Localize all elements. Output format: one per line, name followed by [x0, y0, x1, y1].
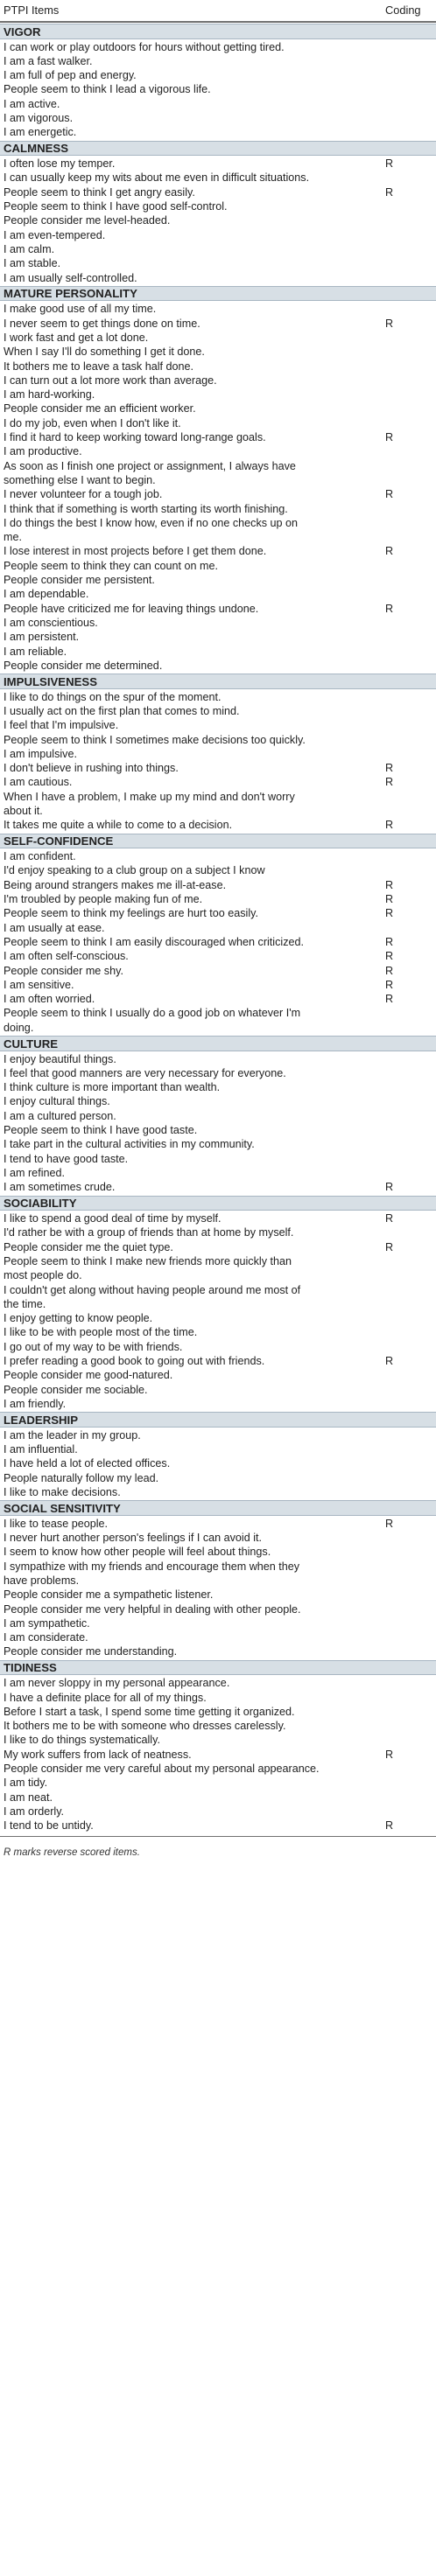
item-text: I'm troubled by people making fun of me. [4, 893, 203, 905]
item-text: I like to do things on the spur of the moment. [4, 690, 222, 703]
item-text: I feel that good manners are very necessary for everyone. [4, 1066, 286, 1079]
item-text: I like to be with people most of the time. [4, 1326, 198, 1339]
table-row [0, 1428, 436, 1442]
item-text: I am sympathetic. [4, 1616, 90, 1630]
item-coding: R [385, 488, 394, 501]
item-text: I am usually self-controlled. [4, 271, 137, 284]
table-row [0, 430, 436, 444]
table-row [0, 1052, 436, 1066]
table-row [0, 645, 436, 659]
item-text: My work suffers from lack of neatness. [4, 1748, 192, 1761]
section-title: CULTURE [4, 1037, 59, 1051]
section-title: IMPULSIVENESS [4, 674, 97, 688]
table-row [0, 228, 436, 242]
table-row [0, 573, 436, 587]
item-text: I am energetic. [4, 126, 77, 139]
table-row [0, 1676, 436, 1690]
item-text: I am usually at ease. [4, 921, 105, 934]
table-row [0, 416, 436, 430]
item-coding: R [385, 907, 394, 920]
item-text: People consider me determined. [4, 659, 163, 672]
item-text: I am confident. [4, 850, 76, 863]
table-row [0, 256, 436, 270]
item-text: I tend to have good taste. [4, 1152, 129, 1165]
item-text: I'd enjoy speaking to a club group on a subject I know [4, 864, 265, 877]
table-row [0, 1791, 436, 1805]
item-text: I am refined. [4, 1166, 65, 1179]
table-row [0, 1354, 436, 1368]
item-text: People seem to think they can count on me. [4, 559, 219, 572]
table-row [0, 1705, 436, 1719]
table-row [0, 1325, 436, 1339]
table-row [0, 502, 436, 516]
item-coding: R [385, 1748, 394, 1761]
item-text: I am the leader in my group. [4, 1428, 141, 1442]
table-row [0, 1180, 436, 1194]
item-text: I sympathize with my friends and encourage them when they [4, 1560, 300, 1573]
table-row [0, 1630, 436, 1644]
table-row [0, 1254, 436, 1283]
item-text: I am vigorous. [4, 112, 74, 124]
item-text: I am calm. [4, 242, 55, 255]
item-text: People consider me very helpful in dealing with other people. [4, 1602, 301, 1616]
item-text: It bothers me to leave a task half done. [4, 360, 194, 373]
table-row [0, 157, 436, 171]
table-row [0, 878, 436, 892]
item-text: I never seem to get things done on time. [4, 317, 200, 330]
section-header [0, 834, 436, 849]
table-row [0, 271, 436, 285]
item-text: I lose interest in most projects before I get them done. [4, 545, 267, 558]
item-coding: R [385, 950, 394, 963]
item-coding: R [385, 185, 394, 199]
table-row [0, 1094, 436, 1108]
table-row [0, 1066, 436, 1080]
item-text: I tend to be untidy. [4, 1819, 94, 1833]
item-text: People consider me persistent. [4, 574, 155, 586]
table-row [0, 775, 436, 789]
section-title: SOCIABILITY [4, 1197, 77, 1210]
item-text: I am dependable. [4, 588, 89, 601]
table-row [0, 331, 436, 345]
item-text: I never hurt another person's feelings if I can avoid it. [4, 1532, 263, 1544]
table-row [0, 1644, 436, 1658]
table-row [0, 242, 436, 256]
item-text: I seem to know how other people will feel about things. [4, 1546, 271, 1559]
section-header [0, 1660, 436, 1676]
table-row [0, 1616, 436, 1630]
section-header [0, 1196, 436, 1211]
item-text: As soon as I finish one project or assignment, I always have [4, 459, 296, 472]
item-text: the time. [4, 1297, 46, 1310]
table-row [0, 1240, 436, 1254]
item-text: I am often worried. [4, 993, 95, 1006]
table-row [0, 1211, 436, 1225]
table-row [0, 1733, 436, 1747]
table-row [0, 1748, 436, 1762]
section-header [0, 674, 436, 689]
item-text: I do my job, even when I don't like it. [4, 416, 181, 429]
item-text: I feel that I'm impulsive. [4, 719, 119, 732]
table-row [0, 544, 436, 558]
item-coding: R [385, 893, 394, 905]
item-coding: R [385, 993, 394, 1006]
item-text: Before I start a task, I spend some time getting it organized. [4, 1705, 295, 1718]
table-row [0, 444, 436, 458]
item-text: People consider me sociable. [4, 1383, 148, 1396]
table-row [0, 849, 436, 863]
section-header [0, 1412, 436, 1428]
table-header [0, 0, 436, 21]
section-title: TIDINESS [4, 1661, 57, 1675]
table-row [0, 747, 436, 761]
item-text: I am active. [4, 97, 60, 110]
item-coding: R [385, 819, 394, 832]
item-text: I enjoy cultural things. [4, 1095, 110, 1108]
table-row [0, 1456, 436, 1470]
table-row [0, 387, 436, 401]
table-row [0, 199, 436, 213]
table-row [0, 487, 436, 501]
item-text: doing. [4, 1021, 34, 1034]
item-text: People seem to think I have good self-control. [4, 200, 228, 213]
item-text: People consider me level-headed. [4, 214, 171, 227]
item-coding: R [385, 978, 394, 991]
table-row [0, 1225, 436, 1239]
item-text: People naturally follow my lead. [4, 1471, 159, 1484]
item-text: People consider me a sympathetic listener. [4, 1588, 214, 1602]
item-coding: R [385, 1355, 394, 1367]
item-coding: R [385, 935, 394, 948]
item-text: I don't believe in rushing into things. [4, 762, 179, 775]
item-text: People seem to think I get angry easily. [4, 185, 195, 199]
section-header [0, 1036, 436, 1051]
table-row [0, 111, 436, 125]
table-row [0, 1442, 436, 1456]
item-text: I am stable. [4, 257, 61, 270]
table-footnote: R marks reverse scored items. [4, 1846, 140, 1858]
item-text: I am productive. [4, 445, 82, 458]
item-text: People have criticized me for leaving things undone. [4, 602, 259, 615]
item-coding: R [385, 317, 394, 330]
table-bottom-rule [0, 1836, 436, 1837]
table-row [0, 97, 436, 111]
table-row [0, 171, 436, 185]
table-row [0, 559, 436, 573]
item-text: I work fast and get a lot done. [4, 331, 149, 344]
table-row [0, 1109, 436, 1123]
item-text: People consider me understanding. [4, 1645, 178, 1658]
item-text: I go out of my way to be with friends. [4, 1340, 183, 1353]
item-text: I never volunteer for a tough job. [4, 488, 163, 501]
table-row [0, 1691, 436, 1705]
item-text: I am tidy. [4, 1777, 48, 1790]
table-row [0, 704, 436, 718]
table-row [0, 1776, 436, 1790]
table-row [0, 761, 436, 775]
item-text: When I have a problem, I make up my mind and don't worry [4, 790, 295, 803]
item-text: I prefer reading a good book to going out with friends. [4, 1355, 265, 1367]
table-row [0, 1485, 436, 1499]
item-text: I am orderly. [4, 1805, 65, 1818]
section-title: SOCIAL SENSITIVITY [4, 1501, 121, 1515]
table-row [0, 892, 436, 906]
header-divider [0, 21, 436, 23]
item-coding: R [385, 1517, 394, 1530]
item-text: I usually act on the first plan that comes to mind. [4, 704, 240, 717]
table-row [0, 1719, 436, 1733]
section-title: MATURE PERSONALITY [4, 287, 137, 301]
table-row [0, 935, 436, 949]
item-text: People seem to think I am easily discouraged when criticized. [4, 935, 305, 948]
table-row [0, 1517, 436, 1531]
table-row [0, 1006, 436, 1035]
table-row [0, 1283, 436, 1312]
table-row [0, 317, 436, 331]
item-text: People seem to think I make new friends more quickly than [4, 1254, 292, 1267]
item-text: People consider me an efficient worker. [4, 402, 196, 415]
table-row [0, 185, 436, 199]
item-text: People consider me very careful about my personal appearance. [4, 1763, 320, 1775]
item-text: I can usually keep my wits about me even in difficult situations. [4, 171, 310, 185]
table-row [0, 459, 436, 488]
item-text: I am full of pep and energy. [4, 69, 137, 82]
table-row [0, 1545, 436, 1559]
table-row [0, 1819, 436, 1833]
section-title: LEADERSHIP [4, 1413, 78, 1427]
item-text: I am persistent. [4, 631, 80, 644]
item-text: People consider me the quiet type. [4, 1240, 173, 1253]
item-text: I take part in the cultural activities in my community. [4, 1138, 255, 1151]
table-row [0, 1762, 436, 1776]
table-row [0, 213, 436, 227]
coding-column-header: Coding [385, 3, 421, 17]
item-text: I like to make decisions. [4, 1485, 121, 1498]
item-text: I am considerate. [4, 1631, 88, 1644]
item-text: People seem to think my feelings are hurt too easily. [4, 907, 258, 920]
item-text: about it. [4, 804, 43, 817]
table-row [0, 1368, 436, 1382]
table-row [0, 1602, 436, 1616]
section-header [0, 1500, 436, 1516]
table-row [0, 978, 436, 992]
table-row [0, 1383, 436, 1397]
item-text: I couldn't get along without having people around me most of [4, 1283, 301, 1296]
item-text: People consider me good-natured. [4, 1369, 173, 1382]
item-text: I am cautious. [4, 776, 73, 789]
item-text: I enjoy beautiful things. [4, 1052, 116, 1065]
item-text: People seem to think I sometimes make decisions too quickly. [4, 733, 306, 746]
table-row [0, 690, 436, 704]
item-text: People consider me shy. [4, 964, 123, 977]
table-row [0, 587, 436, 601]
item-text: I think culture is more important than wealth. [4, 1081, 221, 1094]
item-coding: R [385, 431, 394, 443]
item-text: I think that if something is worth starting its worth finishing. [4, 502, 288, 515]
section-title: SELF-CONFIDENCE [4, 834, 114, 848]
table-row [0, 733, 436, 747]
item-text: I am conscientious. [4, 616, 98, 629]
item-text: I have a definite place for all of my things. [4, 1691, 207, 1704]
item-coding: R [385, 964, 394, 977]
table-row [0, 1397, 436, 1411]
table-row [0, 616, 436, 630]
item-text: I am often self-conscious. [4, 950, 129, 963]
table-row [0, 345, 436, 359]
item-text: I have held a lot of elected offices. [4, 1457, 171, 1470]
table-row [0, 964, 436, 978]
table-row [0, 659, 436, 673]
table-row [0, 1340, 436, 1354]
item-text: I am neat. [4, 1791, 53, 1804]
item-coding: R [385, 1212, 394, 1225]
table-row [0, 818, 436, 832]
item-text: It bothers me to be with someone who dresses carelessly. [4, 1720, 286, 1733]
item-text: have problems. [4, 1574, 80, 1587]
item-text: something else I want to begin. [4, 473, 156, 486]
item-text: People seem to think I have good taste. [4, 1124, 198, 1136]
section-header [0, 24, 436, 39]
table-row [0, 40, 436, 54]
item-text: I do things the best I know how, even if no one checks up on [4, 516, 299, 529]
table-row [0, 863, 436, 877]
item-coding: R [385, 762, 394, 775]
item-text: People seem to think I lead a vigorous life. [4, 83, 211, 96]
section-header [0, 141, 436, 157]
table-row [0, 1123, 436, 1137]
table-row [0, 1471, 436, 1485]
item-text: When I say I'll do something I get it done. [4, 346, 205, 359]
item-text: I like to tease people. [4, 1517, 109, 1530]
table-row [0, 373, 436, 387]
item-text: I can turn out a lot more work than average. [4, 373, 217, 387]
table-row [0, 68, 436, 82]
table-row [0, 516, 436, 545]
table-row [0, 602, 436, 616]
item-coding: R [385, 1819, 394, 1833]
table-row [0, 718, 436, 732]
item-text: I am influential. [4, 1443, 78, 1456]
section-title: CALMNESS [4, 142, 68, 156]
item-text: I am sometimes crude. [4, 1181, 116, 1194]
table-row [0, 790, 436, 819]
item-text: I am hard-working. [4, 388, 95, 401]
item-text: I am sensitive. [4, 978, 74, 991]
table-row [0, 1588, 436, 1602]
item-text: me. [4, 531, 22, 544]
item-text: People seem to think I usually do a good job on whatever I'm [4, 1007, 301, 1020]
table-row [0, 1152, 436, 1166]
item-text: It takes me quite a while to come to a decision. [4, 819, 233, 832]
table-row [0, 906, 436, 920]
item-coding: R [385, 1181, 394, 1194]
item-text: I make good use of all my time. [4, 303, 157, 316]
table-row [0, 302, 436, 316]
items-column-header: PTPI Items [4, 3, 60, 17]
table-row [0, 992, 436, 1006]
item-text: I like to spend a good deal of time by myself. [4, 1212, 222, 1225]
item-text: I am reliable. [4, 645, 67, 658]
item-text: Being around strangers makes me ill-at-ease. [4, 878, 227, 891]
table-row [0, 1311, 436, 1325]
item-text: I can work or play outdoors for hours without getting tired. [4, 40, 285, 53]
table-row [0, 125, 436, 139]
table-row [0, 921, 436, 935]
item-coding: R [385, 602, 394, 615]
item-text: I am friendly. [4, 1397, 67, 1410]
table-row [0, 630, 436, 644]
item-coding: R [385, 776, 394, 789]
table-row [0, 360, 436, 373]
item-coding: R [385, 157, 394, 171]
item-text: I enjoy getting to know people. [4, 1312, 153, 1325]
table-row [0, 949, 436, 963]
item-text: I am a cultured person. [4, 1109, 116, 1122]
table-row [0, 1137, 436, 1151]
table-row [0, 401, 436, 415]
table-row [0, 54, 436, 68]
table-row [0, 1805, 436, 1819]
item-text: I'd rather be with a group of friends than at home by myself. [4, 1226, 294, 1239]
section-header [0, 286, 436, 302]
item-text: I often lose my temper. [4, 157, 116, 171]
item-coding: R [385, 1240, 394, 1253]
item-text: I am never sloppy in my personal appearance. [4, 1677, 230, 1690]
item-coding: R [385, 545, 394, 558]
item-text: I like to do things systematically. [4, 1734, 160, 1747]
table-row [0, 1166, 436, 1180]
table-row [0, 1560, 436, 1588]
table-row [0, 1531, 436, 1545]
item-text: I am even-tempered. [4, 228, 106, 241]
item-coding: R [385, 878, 394, 891]
item-text: I am impulsive. [4, 747, 77, 760]
item-text: most people do. [4, 1269, 82, 1282]
item-text: I find it hard to keep working toward long-range goals. [4, 431, 266, 443]
item-text: I am a fast walker. [4, 54, 93, 67]
section-title: VIGOR [4, 24, 41, 38]
table-row [0, 1080, 436, 1094]
table-row [0, 82, 436, 96]
